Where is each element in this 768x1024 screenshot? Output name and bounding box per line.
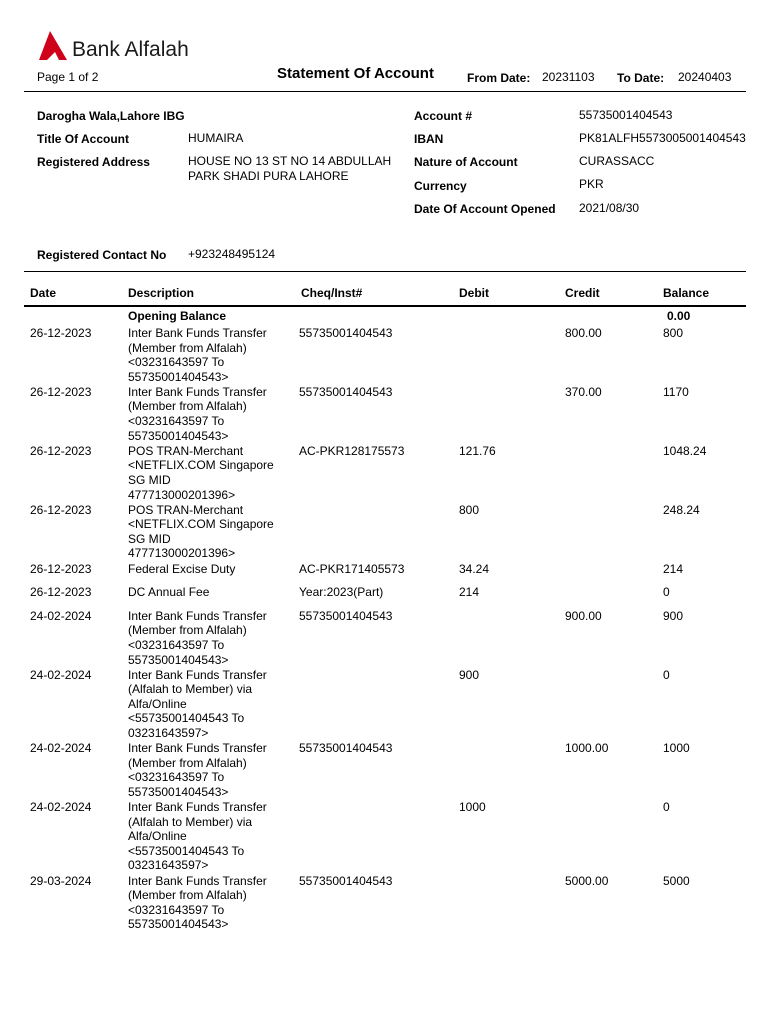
address-line: HOUSE NO 13 ST NO 14 ABDULLAH bbox=[188, 154, 392, 168]
to-date-value: 20240403 bbox=[678, 70, 732, 84]
column-header-date: Date bbox=[30, 286, 57, 300]
title-of-account-value: HUMAIRA bbox=[188, 131, 244, 145]
balance-cell: 0 bbox=[663, 584, 670, 599]
description-cell bbox=[128, 874, 267, 932]
table-row bbox=[0, 385, 768, 444]
balance-cell: 248.24 bbox=[663, 502, 700, 517]
description-line: 03231643597> bbox=[128, 726, 209, 741]
description-line: <NETFLIX.COM Singapore bbox=[128, 458, 274, 473]
debit-cell: 900 bbox=[459, 667, 480, 682]
description-line: <03231643597 To bbox=[128, 355, 225, 370]
description-line: Inter Bank Funds Transfer bbox=[128, 608, 267, 623]
description-cell bbox=[128, 609, 267, 667]
balance-cell: 1170 bbox=[663, 384, 689, 399]
description-line: Inter Bank Funds Transfer bbox=[128, 384, 267, 399]
date-cell: 26-12-2023 bbox=[30, 443, 92, 458]
debit-cell: 121.76 bbox=[459, 443, 496, 458]
opened-label: Date Of Account Opened bbox=[414, 202, 556, 216]
cheq-cell: 55735001404543 bbox=[299, 608, 393, 623]
date-cell: 26-12-2023 bbox=[30, 326, 92, 340]
description-line: (Member from Alfalah) bbox=[128, 399, 247, 414]
description-cell bbox=[128, 800, 267, 873]
balance-cell: 900 bbox=[663, 608, 684, 623]
registered-address-label: Registered Address bbox=[37, 155, 150, 169]
alfalah-logo-icon bbox=[37, 30, 69, 62]
table-row bbox=[0, 444, 768, 503]
description-cell bbox=[128, 562, 235, 577]
description-cell bbox=[128, 326, 267, 384]
description-cell bbox=[128, 585, 209, 600]
transactions-table bbox=[0, 309, 768, 932]
cheq-cell: AC-PKR171405573 bbox=[299, 561, 405, 576]
debit-cell: 214 bbox=[459, 584, 480, 599]
description-line: 55735001404543> bbox=[128, 369, 229, 384]
date-cell: 26-12-2023 bbox=[30, 384, 92, 399]
description-line: SG MID bbox=[128, 472, 171, 487]
credit-cell: 900.00 bbox=[565, 608, 602, 623]
description-line: (Alfalah to Member) via bbox=[128, 814, 253, 829]
cheq-cell: 55735001404543 bbox=[299, 873, 393, 888]
divider bbox=[24, 305, 746, 307]
description-line: <03231643597 To bbox=[128, 637, 225, 652]
description-cell bbox=[128, 668, 267, 741]
table-row bbox=[0, 326, 768, 385]
description-line: <55735001404543 To bbox=[128, 711, 245, 726]
description-line: 03231643597> bbox=[128, 858, 209, 873]
balance-cell: 0 bbox=[663, 800, 670, 815]
description-line: (Member from Alfalah) bbox=[128, 340, 247, 355]
description-line: (Member from Alfalah) bbox=[128, 888, 247, 903]
credit-cell: 370.00 bbox=[565, 384, 602, 399]
description-line: SG MID bbox=[128, 531, 171, 546]
description-cell bbox=[128, 385, 267, 443]
cheq-cell: 55735001404543 bbox=[299, 384, 393, 399]
table-row bbox=[0, 503, 768, 562]
nature-value: CURASSACC bbox=[579, 154, 655, 168]
iban-value: PK81ALFH5573005001404543 bbox=[579, 131, 746, 145]
description-line: <NETFLIX.COM Singapore bbox=[128, 517, 274, 532]
page-title: Statement Of Account bbox=[277, 65, 434, 82]
divider bbox=[24, 271, 746, 272]
table-row bbox=[0, 562, 768, 585]
to-date-label: To Date: bbox=[617, 71, 665, 85]
description-line: <03231643597 To bbox=[128, 770, 225, 785]
opened-value: 2021/08/30 bbox=[579, 201, 640, 215]
date-cell: 26-12-2023 bbox=[30, 561, 92, 576]
balance-cell: 0 bbox=[663, 667, 670, 682]
description-line: POS TRAN-Merchant bbox=[128, 502, 244, 517]
description-line: Alfa/Online bbox=[128, 829, 187, 844]
date-cell: 29-03-2024 bbox=[30, 873, 92, 888]
balance-cell: 5000 bbox=[663, 873, 690, 888]
debit-cell: 34.24 bbox=[459, 561, 490, 576]
description-line: 477713000201396> bbox=[128, 546, 236, 561]
divider bbox=[24, 91, 746, 92]
contact-label: Registered Contact No bbox=[37, 248, 167, 262]
column-header-debit: Debit bbox=[459, 286, 489, 300]
table-row bbox=[0, 609, 768, 668]
column-header-cheq: Cheq/Inst# bbox=[301, 286, 363, 300]
table-row bbox=[0, 585, 768, 609]
date-cell: 24-02-2024 bbox=[30, 800, 92, 815]
opening-balance-label: Opening Balance bbox=[128, 309, 227, 323]
column-header-description: Description bbox=[128, 286, 195, 300]
date-cell: 24-02-2024 bbox=[30, 667, 92, 682]
description-line: <55735001404543 To bbox=[128, 843, 245, 858]
cheq-cell: AC-PKR128175573 bbox=[299, 443, 405, 458]
account-number-label: Account # bbox=[414, 109, 473, 123]
credit-cell: 1000.00 bbox=[565, 741, 609, 756]
opening-balance-row bbox=[0, 309, 768, 326]
contact-value: +923248495124 bbox=[188, 247, 276, 261]
table-row bbox=[0, 800, 768, 874]
table-row bbox=[0, 668, 768, 742]
description-line: Inter Bank Funds Transfer bbox=[128, 667, 267, 682]
description-line: 55735001404543> bbox=[128, 917, 229, 932]
column-header-credit: Credit bbox=[565, 286, 600, 300]
description-line: 55735001404543> bbox=[128, 428, 229, 443]
credit-cell: 5000.00 bbox=[565, 873, 609, 888]
page-info: Page 1 of 2 bbox=[37, 70, 99, 84]
description-cell bbox=[128, 503, 274, 561]
registered-address-value bbox=[188, 154, 391, 184]
account-number-value: 55735001404543 bbox=[579, 108, 673, 122]
brand-name: Bank Alfalah bbox=[72, 38, 189, 61]
description-line: DC Annual Fee bbox=[128, 584, 210, 599]
currency-value: PKR bbox=[579, 177, 604, 191]
description-line: Alfa/Online bbox=[128, 696, 187, 711]
cheq-cell: Year:2023(Part) bbox=[299, 584, 384, 599]
column-header-balance: Balance bbox=[663, 286, 710, 300]
nature-label: Nature of Account bbox=[414, 155, 518, 169]
description-line: Inter Bank Funds Transfer bbox=[128, 800, 267, 815]
iban-label: IBAN bbox=[414, 132, 444, 146]
balance-cell: 1048.24 bbox=[663, 443, 707, 458]
description-line: POS TRAN-Merchant bbox=[128, 443, 244, 458]
currency-label: Currency bbox=[414, 179, 467, 193]
balance-cell: 800 bbox=[663, 326, 684, 340]
bank-logo bbox=[37, 30, 187, 66]
debit-cell: 800 bbox=[459, 502, 480, 517]
cheq-cell: 55735001404543 bbox=[299, 741, 393, 756]
branch-name: Darogha Wala,Lahore IBG bbox=[37, 109, 185, 123]
table-row bbox=[0, 741, 768, 800]
description-line: <03231643597 To bbox=[128, 902, 225, 917]
description-cell bbox=[128, 741, 267, 799]
description-line: Inter Bank Funds Transfer bbox=[128, 741, 267, 756]
description-line: Inter Bank Funds Transfer bbox=[128, 326, 267, 340]
title-of-account-label: Title Of Account bbox=[37, 132, 130, 146]
date-cell: 24-02-2024 bbox=[30, 741, 92, 756]
balance-cell: 1000 bbox=[663, 741, 690, 756]
date-cell: 26-12-2023 bbox=[30, 584, 92, 599]
address-line: PARK SHADI PURA LAHORE bbox=[188, 169, 349, 183]
date-cell: 24-02-2024 bbox=[30, 608, 92, 623]
credit-cell: 800.00 bbox=[565, 326, 602, 340]
debit-cell: 1000 bbox=[459, 800, 486, 815]
date-cell: 26-12-2023 bbox=[30, 502, 92, 517]
description-line: Inter Bank Funds Transfer bbox=[128, 873, 267, 888]
from-date-value: 20231103 bbox=[542, 70, 595, 84]
description-line: 55735001404543> bbox=[128, 652, 229, 667]
cheq-cell: 55735001404543 bbox=[299, 326, 393, 340]
balance-cell: 214 bbox=[663, 561, 684, 576]
opening-balance-value: 0.00 bbox=[667, 309, 691, 323]
description-line: 477713000201396> bbox=[128, 487, 236, 502]
description-line: <03231643597 To bbox=[128, 414, 225, 429]
description-cell bbox=[128, 444, 274, 502]
description-line: (Member from Alfalah) bbox=[128, 623, 247, 638]
description-line: 55735001404543> bbox=[128, 784, 229, 799]
description-line: (Member from Alfalah) bbox=[128, 755, 247, 770]
from-date-label: From Date: bbox=[467, 71, 531, 85]
table-row bbox=[0, 874, 768, 933]
description-line: (Alfalah to Member) via bbox=[128, 682, 253, 697]
description-line: Federal Excise Duty bbox=[128, 561, 236, 576]
